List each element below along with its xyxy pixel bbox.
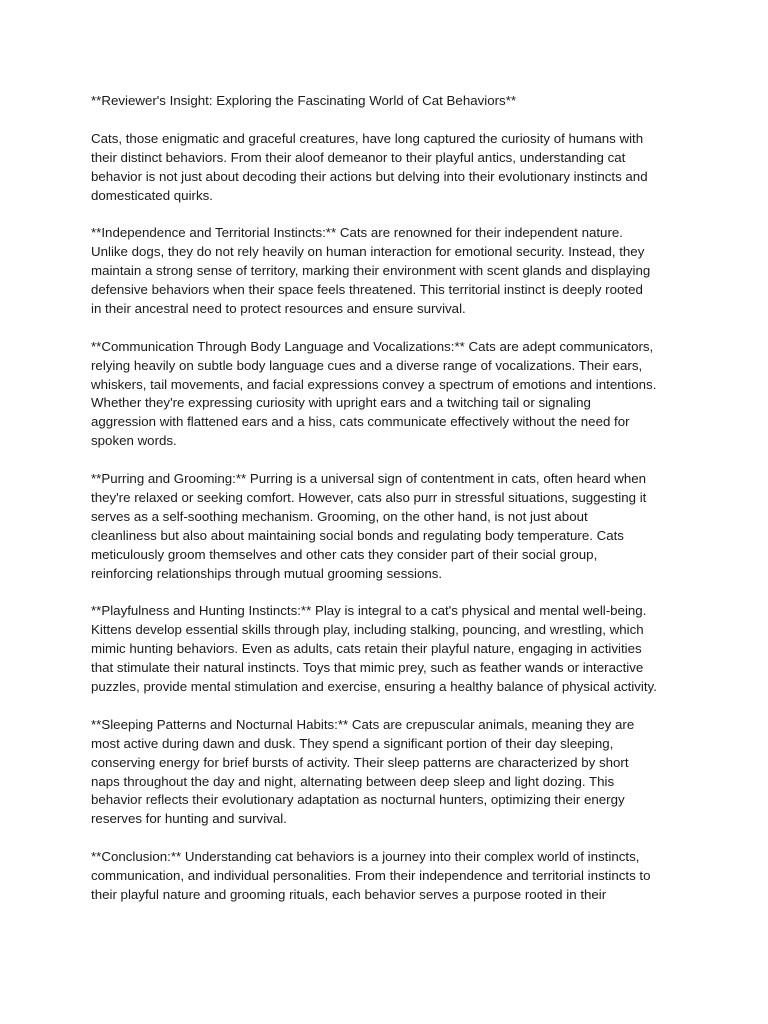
- paragraph-line: **Independence and Territorial Instincts:** Cats are renowned for their independent nature.: [91, 225, 623, 241]
- paragraph-line: serves as a self-soothing mechanism. Grooming, on the other hand, is not just about: [91, 508, 588, 524]
- paragraph-line: that stimulate their natural instincts. Toys that mimic prey, such as feather wands or interactive: [91, 660, 644, 676]
- paragraph-line: their distinct behaviors. From their aloof demeanor to their playful antics, understanding cat: [91, 149, 626, 165]
- paragraph-line: naps throughout the day and night, alternating between deep sleep and light dozing. This: [91, 773, 615, 789]
- paragraph-purring: [91, 470, 688, 583]
- paragraph-line: **Communication Through Body Language and Vocalizations:** Cats are adept communicators,: [91, 338, 654, 354]
- paragraph-sleeping: [91, 716, 688, 829]
- paragraph-line: their playful nature and grooming rituals, each behavior serves a purpose rooted in their: [91, 886, 607, 902]
- paragraph-line: mimic hunting behaviors. Even as adults, cats retain their playful nature, engaging in activities: [91, 641, 642, 657]
- paragraph-line: Unlike dogs, they do not rely heavily on human interaction for emotional security. Instead, they: [91, 244, 645, 260]
- paragraph-line: **Playfulness and Hunting Instincts:** Play is integral to a cat's physical and mental well-being.: [91, 603, 647, 619]
- paragraph-line: reinforcing relationships through mutual grooming sessions.: [91, 565, 443, 581]
- paragraph-line: domesticated quirks.: [91, 187, 213, 203]
- paragraph-line: defensive behaviors when their space feels threatened. This territorial instinct is deeply rooted: [91, 282, 643, 298]
- paragraph-intro: [91, 130, 688, 206]
- paragraph-line: Whether they're expressing curiosity with upright ears and a twitching tail or signaling: [91, 395, 591, 411]
- paragraph-line: spoken words.: [91, 433, 177, 449]
- paragraph-line: communication, and individual personalities. From their independence and territorial instincts to: [91, 868, 651, 884]
- paragraph-conclusion: [91, 848, 688, 905]
- paragraph-line: conserving energy for brief bursts of activity. Their sleep patterns are characterized by short: [91, 754, 629, 770]
- paragraph-line: **Sleeping Patterns and Nocturnal Habits:** Cats are crepuscular animals, meaning they are: [91, 716, 635, 732]
- paragraph-playfulness: [91, 602, 688, 697]
- paragraph-communication: [91, 338, 688, 451]
- paragraph-line: most active during dawn and dusk. They spend a significant portion of their day sleeping,: [91, 735, 614, 751]
- paragraph-line: puzzles, provide mental stimulation and exercise, ensuring a healthy balance of physical activity.: [91, 679, 657, 695]
- paragraph-line: aggression with flattened ears and a hiss, cats communicate effectively without the need for: [91, 414, 630, 430]
- document-title: **Reviewer's Insight: Exploring the Fascinating World of Cat Behaviors**: [91, 93, 517, 108]
- paragraph-line: relying heavily on subtle body language cues and a diverse range of vocalizations. Their ears,: [91, 357, 643, 373]
- paragraph-line: behavior reflects their evolutionary adaptation as nocturnal hunters, optimizing their energy: [91, 792, 625, 808]
- paragraph-line: **Purring and Grooming:** Purring is a universal sign of contentment in cats, often heard when: [91, 471, 647, 487]
- paragraph-independence: [91, 224, 688, 319]
- paragraph-line: maintain a strong sense of territory, marking their environment with scent glands and displaying: [91, 263, 651, 279]
- paragraph-line: cleanliness but also about maintaining social bonds and regulating body temperature. Cats: [91, 527, 624, 543]
- paragraph-line: Cats, those enigmatic and graceful creatures, have long captured the curiosity of humans with: [91, 130, 644, 146]
- paragraph-line: Kittens develop essential skills through play, including stalking, pouncing, and wrestling, which: [91, 622, 644, 638]
- paragraph-line: they're relaxed or seeking comfort. However, cats also purr in stressful situations, suggesting it: [91, 489, 647, 505]
- paragraph-line: whiskers, tail movements, and facial expressions convey a spectrum of emotions and intentions.: [91, 376, 657, 392]
- paragraph-line: meticulously groom themselves and other cats they consider part of their social group,: [91, 546, 598, 562]
- paragraph-line: behavior is not just about decoding their actions but delving into their evolutionary instincts and: [91, 168, 648, 184]
- paragraph-line: **Conclusion:** Understanding cat behaviors is a journey into their complex world of instincts,: [91, 849, 640, 865]
- paragraph-line: in their ancestral need to protect resources and ensure survival.: [91, 300, 466, 316]
- paragraph-line: reserves for hunting and survival.: [91, 811, 287, 827]
